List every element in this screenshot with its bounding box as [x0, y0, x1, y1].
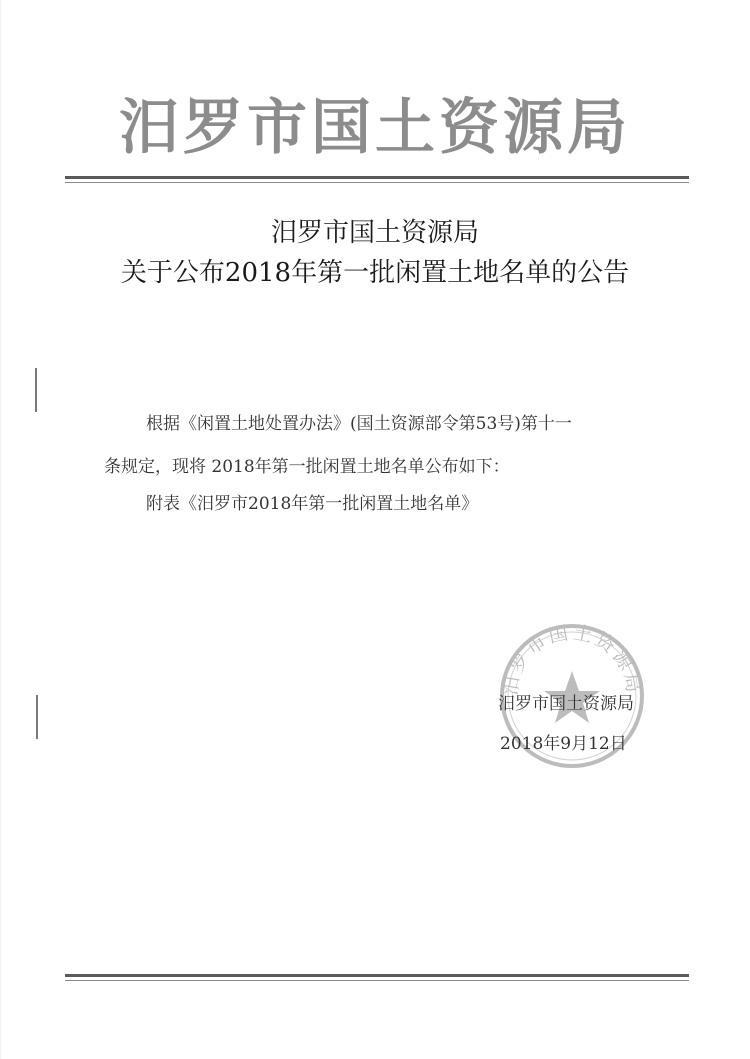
notice-issuer-title: 汨罗市国土资源局: [270, 218, 479, 248]
letterhead-title: 汨罗市国土资源局: [119, 93, 631, 163]
notice-subject-title: 关于公布2018年第一批闲置土地名单的公告: [120, 258, 630, 288]
binder-hole-mark-bottom: [36, 695, 38, 739]
signature-organization: 汨罗市国土资源局: [498, 694, 634, 714]
body-paragraph-line-2: 条规定，现将 2018年第一批闲置土地名单公布如下：: [104, 457, 510, 477]
footer-rule-thick: [65, 974, 689, 977]
binder-hole-mark-top: [35, 368, 37, 412]
attachment-reference: 附表《汨罗市2018年第一批闲置土地名单》: [146, 494, 479, 514]
letterhead-rule-thick: [65, 176, 689, 179]
signature-date: 2018年9月12日: [500, 734, 627, 754]
body-paragraph-line-1: 根据《闲置土地处置办法》(国土资源部令第53号)第十一: [146, 414, 572, 434]
svg-text:汨罗市国土资源局: 汨罗市国土资源局: [499, 621, 645, 697]
footer-rule-thin: [65, 980, 689, 981]
letterhead-rule-thin: [65, 182, 689, 183]
